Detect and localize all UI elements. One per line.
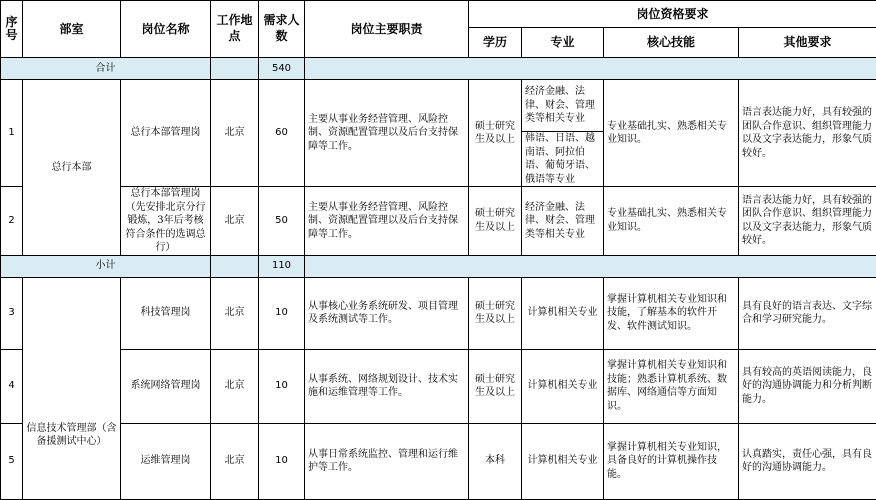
headcount: 10 — [259, 277, 305, 349]
position-name: 系统网络管理岗 — [121, 349, 211, 423]
education: 硕士研究生及以上 — [469, 349, 522, 423]
total-value: 540 — [259, 58, 305, 80]
major: 韩语、日语、越南语、阿拉伯语、葡萄牙语、俄语等专业 — [522, 132, 604, 187]
header-major: 专业 — [522, 28, 604, 58]
duties: 从事日常系统监控、管理和运行维护等工作。 — [305, 423, 469, 499]
headcount: 50 — [259, 187, 305, 256]
header-core-skills: 核心技能 — [604, 28, 739, 58]
duties: 从事系统、网络规划设计、技术实施和运维管理等工作。 — [305, 349, 469, 423]
other-requirements: 具有较高的英语阅读能力，良好的沟通协调能力和分析判断能力。 — [739, 349, 876, 423]
major: 计算机相关专业 — [522, 277, 604, 349]
row-seq: 2 — [1, 187, 23, 256]
table-row — [1, 423, 876, 499]
headcount: 10 — [259, 349, 305, 423]
row-seq: 3 — [1, 277, 23, 349]
header-seq: 序号 — [1, 1, 23, 58]
position-name: 总行本部管理岗（先安排北京分行锻炼，3年后考核符合条件的选调总行） — [121, 187, 211, 256]
duties: 从事核心业务系统研发、项目管理及系统测试等工作。 — [305, 277, 469, 349]
core-skills: 专业基础扎实、熟悉相关专业知识。 — [604, 80, 739, 187]
header-education: 学历 — [469, 28, 522, 58]
subtotal-label: 小计 — [1, 255, 211, 277]
headcount: 60 — [259, 80, 305, 187]
row-seq: 4 — [1, 349, 23, 423]
duties: 主要从事业务经营管理、风险控制、资源配置管理以及后台支持保障等工作。 — [305, 80, 469, 187]
position-name: 总行本部管理岗 — [121, 80, 211, 187]
total-label: 合计 — [1, 58, 211, 80]
other-requirements: 语言表达能力好，具有较强的团队合作意识、组织管理能力以及文字表达能力，形象气质较好。 — [739, 80, 876, 187]
education: 本科 — [469, 423, 522, 499]
work-location: 北京 — [211, 277, 259, 349]
work-location: 北京 — [211, 80, 259, 187]
work-location: 北京 — [211, 187, 259, 256]
core-skills: 掌握计算机相关专业知识和技能，了解基本的软件开发、软件测试知识。 — [604, 277, 739, 349]
header-duties: 岗位主要职责 — [305, 1, 469, 58]
header-qualifications: 岗位资格要求 — [469, 1, 876, 28]
dept-name: 总行本部 — [23, 80, 121, 256]
row-seq: 1 — [1, 80, 23, 187]
major: 计算机相关专业 — [522, 349, 604, 423]
work-location: 北京 — [211, 423, 259, 499]
header-other: 其他要求 — [739, 28, 876, 58]
table-row — [1, 349, 876, 423]
other-requirements: 语言表达能力好，具有较强的团队合作意识、组织管理能力以及文字表达能力，形象气质较好。 — [739, 187, 876, 256]
header-location: 工作地点 — [211, 1, 259, 58]
header-position: 岗位名称 — [121, 1, 211, 58]
header-dept: 部室 — [23, 1, 121, 58]
position-name: 科技管理岗 — [121, 277, 211, 349]
duties: 主要从事业务经营管理、风险控制、资源配置管理以及后台支持保障等工作。 — [305, 187, 469, 256]
major: 经济金融、法律、财会、管理类等相关专业 — [522, 80, 604, 132]
table-row — [1, 80, 876, 132]
subtotal-value: 110 — [259, 255, 305, 277]
core-skills: 掌握计算机相关专业知识，具备良好的计算机操作技能。 — [604, 423, 739, 499]
education: 硕士研究生及以上 — [469, 187, 522, 256]
position-name: 运维管理岗 — [121, 423, 211, 499]
table-row — [1, 277, 876, 349]
header-headcount: 需求人数 — [259, 1, 305, 58]
core-skills: 掌握计算机相关专业知识和技能；熟悉计算机系统、数据库、网络通信等方面知识。 — [604, 349, 739, 423]
row-seq: 5 — [1, 423, 23, 499]
core-skills: 专业基础扎实、熟悉相关专业知识。 — [604, 187, 739, 256]
other-requirements: 认真踏实，责任心强，具有良好的沟通协调能力。 — [739, 423, 876, 499]
education: 硕士研究生及以上 — [469, 80, 522, 187]
subtotal-row — [1, 255, 876, 277]
table-row — [1, 187, 876, 256]
education: 硕士研究生及以上 — [469, 277, 522, 349]
major: 经济金融、法律、财会、管理类等相关专业 — [522, 187, 604, 256]
headcount: 10 — [259, 423, 305, 499]
major: 计算机相关专业 — [522, 423, 604, 499]
dept-name: 信息技术管理部（含备援测试中心） — [23, 277, 121, 499]
total-row — [1, 58, 876, 80]
work-location: 北京 — [211, 349, 259, 423]
other-requirements: 具有良好的语言表达、文字综合和学习研究能力。 — [739, 277, 876, 349]
